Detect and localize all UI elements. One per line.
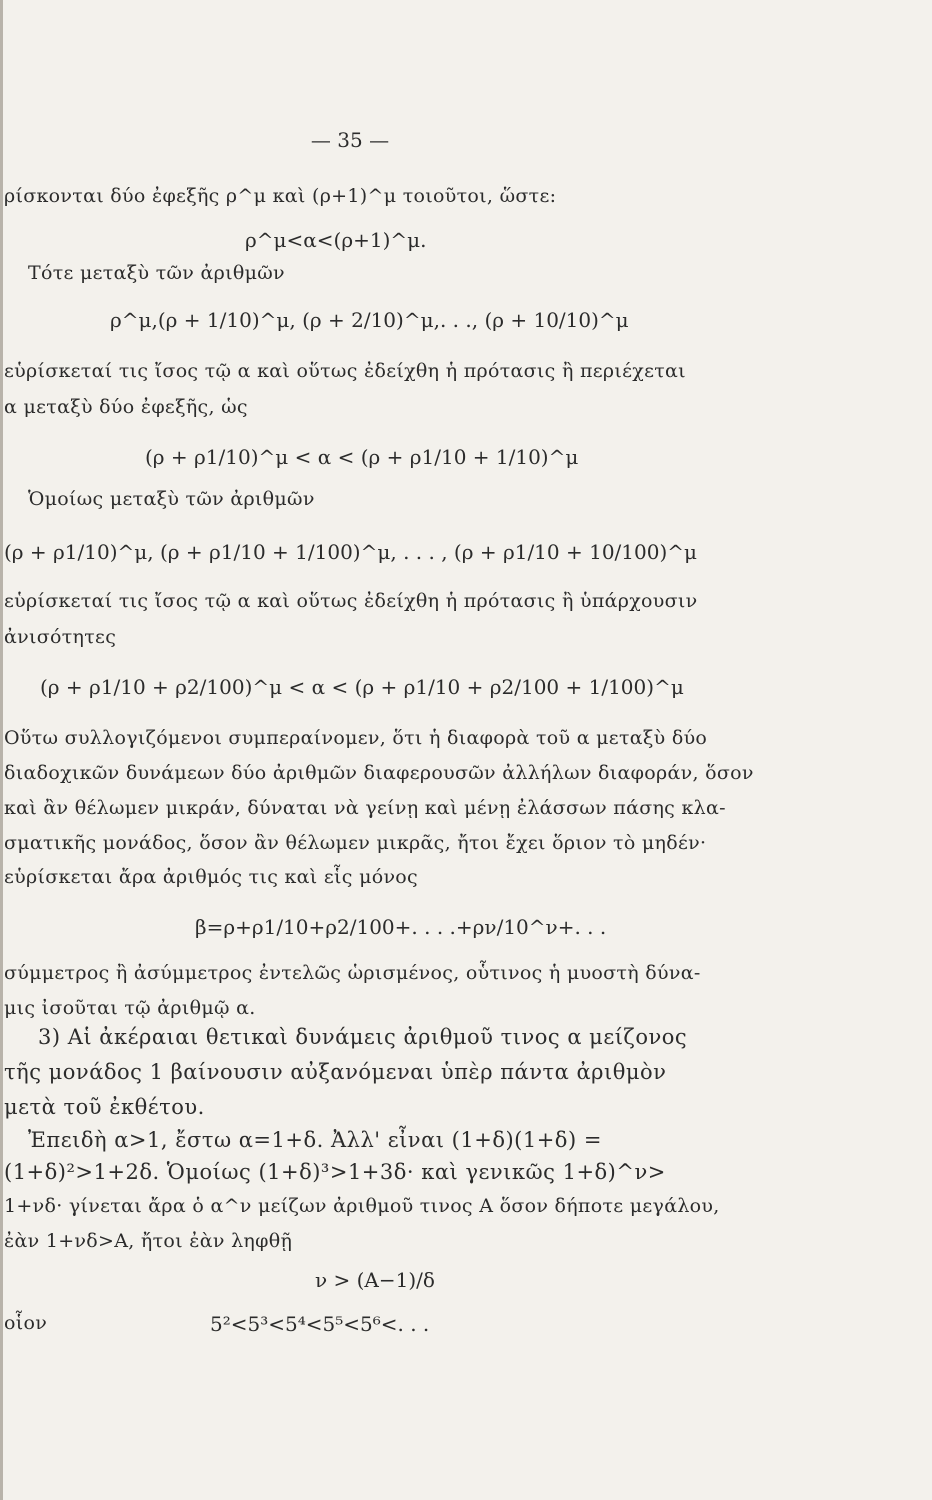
text-line: εὑρίσκεταί τις ἴσος τῷ α καὶ οὕτως ἐδείχθη ἡ πρότασις ἢ ὑπάρχουσιν: [4, 590, 698, 612]
text-line: μετὰ τοῦ ἐκθέτου.: [4, 1095, 205, 1119]
text-line: Ὁμοίως μεταξὺ τῶν ἀριθμῶν: [28, 488, 315, 510]
text-line: σύμμετρος ἢ ἀσύμμετρος ἐντελῶς ὡρισμένος, οὗτινος ἡ μυοστὴ δύνα-: [4, 962, 701, 984]
text-line: Ἐπειδὴ α>1, ἔστω α=1+δ. Ἀλλ' εἶναι (1+δ)(1+δ) =: [28, 1128, 602, 1152]
formula: β=ρ+ρ1/10+ρ2/100+. . . .+ρν/10^ν+. . .: [195, 915, 607, 939]
text-line: οἷον: [4, 1312, 48, 1334]
text-line: εὑρίσκεταί τις ἴσος τῷ α καὶ οὕτως ἐδείχθη ἡ πρότασις ἢ περιέχεται: [4, 360, 686, 382]
text-line: (1+δ)²>1+2δ. Ὁμοίως (1+δ)³>1+3δ· καὶ γενικῶς 1+δ)^ν>: [4, 1160, 666, 1184]
text-line: Οὕτω συλλογιζόμενοι συμπεραίνομεν, ὅτι ἡ διαφορὰ τοῦ α μεταξὺ δύο: [4, 727, 708, 749]
formula: 5²<5³<5⁴<5⁵<5⁶<. . .: [210, 1312, 430, 1336]
text-line: καὶ ἂν θέλωμεν μικράν, δύναται νὰ γείνῃ καὶ μένῃ ἐλάσσων πάσης κλα-: [4, 797, 726, 819]
formula: (ρ + ρ1/10)^μ < α < (ρ + ρ1/10 + 1/10)^μ: [145, 445, 579, 469]
text-line: μις ἰσοῦται τῷ ἀριθμῷ α.: [4, 997, 256, 1019]
formula: (ρ + ρ1/10 + ρ2/100)^μ < α < (ρ + ρ1/10 + ρ2/100 + 1/100)^μ: [40, 675, 684, 699]
text-line: α μεταξὺ δύο ἐφεξῆς, ὡς: [4, 396, 248, 418]
page-number: — 35 —: [310, 128, 390, 152]
text-line: ἐὰν 1+νδ>Α, ἤτοι ἐὰν ληφθῇ: [4, 1230, 293, 1252]
formula: ν > (Α−1)/δ: [315, 1268, 435, 1292]
text-line: ρίσκονται δύο ἐφεξῆς ρ^μ καὶ (ρ+1)^μ τοιοῦτοι, ὥστε:: [4, 185, 557, 207]
formula: (ρ + ρ1/10)^μ, (ρ + ρ1/10 + 1/100)^μ, . . . , (ρ + ρ1/10 + 10/100)^μ: [4, 540, 698, 564]
text-line: διαδοχικῶν δυνάμεων δύο ἀριθμῶν διαφερουσῶν ἀλλήλων διαφοράν, ὅσον: [4, 762, 754, 784]
text-line: ἀνισότητες: [4, 626, 117, 648]
text-line: 1+νδ· γίνεται ἄρα ὁ α^ν μείζων ἀριθμοῦ τινος Α ὅσον δήποτε μεγάλου,: [4, 1195, 720, 1217]
text-line: 3) Αἱ ἀκέραιαι θετικαὶ δυνάμεις ἀριθμοῦ τινος α μείζονος: [38, 1025, 688, 1049]
binding-edge: [0, 0, 3, 1500]
text-line: εὑρίσκεται ἄρα ἀριθμός τις καὶ εἷς μόνος: [4, 866, 418, 888]
text-line: Τότε μεταξὺ τῶν ἀριθμῶν: [28, 262, 285, 284]
formula: ρ^μ<α<(ρ+1)^μ.: [245, 228, 427, 252]
text-line: τῆς μονάδος 1 βαίνουσιν αὐξανόμεναι ὑπὲρ πάντα ἀριθμὸν: [4, 1060, 667, 1084]
text-line: σματικῆς μονάδος, ὅσον ἂν θέλωμεν μικρᾶς, ἤτοι ἔχει ὅριον τὸ μηδέν·: [4, 832, 707, 854]
formula: ρ^μ,(ρ + 1/10)^μ, (ρ + 2/10)^μ,. . ., (ρ + 10/10)^μ: [110, 308, 629, 332]
